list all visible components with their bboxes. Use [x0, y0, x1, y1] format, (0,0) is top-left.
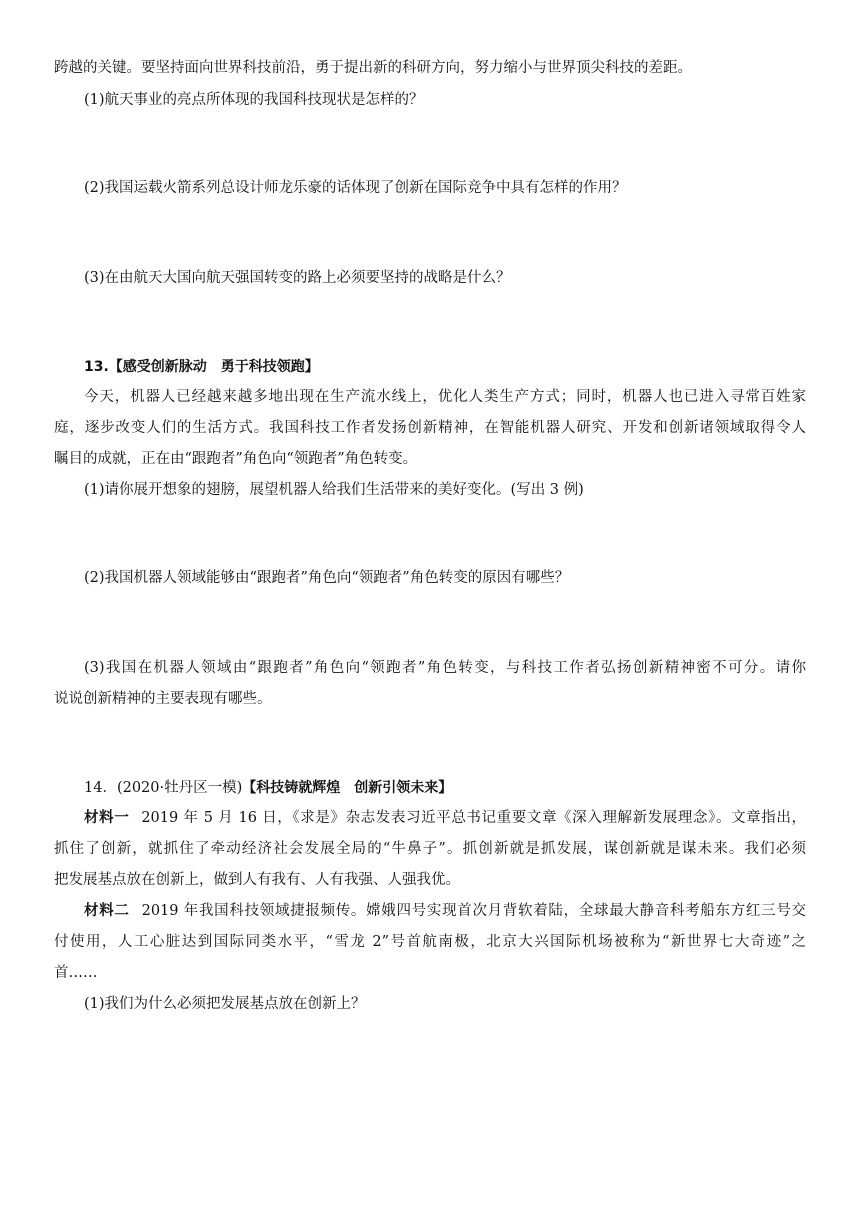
- q14-title: [84, 778, 452, 798]
- q12-sub1: (1)航天事业的亮点所体现的我国科技现状是怎样的？: [84, 92, 424, 108]
- q13-sub2: (2)我国机器人领域能够由“跟跑者”角色向“领跑者”角色转变的原因有哪些？: [84, 570, 570, 586]
- q12-sub2: (2)我国运载火箭系列总设计师龙乐豪的话体现了创新在国际竞争中具有怎样的作用？: [84, 180, 627, 196]
- q14-material2-line: [84, 901, 806, 921]
- q14-material1-line: [84, 808, 806, 828]
- q14-sub1: (1)我们为什么必须把发展基点放在创新上？: [84, 996, 366, 1012]
- intro-line: 跨越的关键。要坚持面向世界科技前沿，勇于提出新的科研方向，努力缩小与世界顶尖科技的差距。: [54, 60, 692, 76]
- q13-para-line: 瞩目的成就，正在由“跟跑者”角色向“领跑者”角色转变。: [54, 451, 418, 467]
- q13-para-line: 今天，机器人已经越来越多地出现在生产流水线上，优化人类生产方式；同时，机器人也已进入寻常百姓家: [84, 389, 806, 405]
- q13-para-line: 庭，逐步改变人们的生活方式。我国科技工作者发扬创新精神，在智能机器人研究、开发和创新诸领域取得令人: [54, 420, 806, 436]
- q13-sub1: (1)请你展开想象的翅膀，展望机器人给我们生活带来的美好变化。(写出 3 例): [84, 482, 584, 498]
- q14-title-topic: 【科技铸就辉煌 创新引领未来】: [242, 780, 453, 796]
- q13-sub3-line: 说说创新精神的主要表现有哪些。: [54, 691, 272, 707]
- q14-material2-line: 首……: [54, 965, 98, 981]
- q12-sub3: (3)在由航天大国向航天强国转变的路上必须要坚持的战略是什么？: [84, 270, 511, 286]
- q14-material1-text: 2019 年 5 月 16 日，《求是》杂志发表习近平总书记重要文章《深入理解新发展理念》。文章指出，: [141, 810, 807, 826]
- q14-material2-text: 2019 年我国科技领域捷报频传。嫦娥四号实现首次月背软着陆，全球最大静音科考船东方红三号交: [141, 903, 807, 919]
- q14-material1-label: 材料一: [84, 810, 130, 826]
- q14-material1-line: 把发展基点放在创新上，做到人有我有、人有我强、人强我优。: [54, 872, 460, 888]
- q13-sub3-line: (3)我国在机器人领域由“跟跑者”角色向“领跑者”角色转变，与科技工作者弘扬创新精神密不可分。请你: [84, 660, 806, 676]
- q14-material2-line: 付使用，人工心脏达到国际同类水平，“雪龙 2”号首航南极，北京大兴国际机场被称为“新世界七大奇迹”之: [54, 934, 806, 950]
- q14-material2-label: 材料二: [84, 903, 130, 919]
- q14-title-prefix: 14．(2020·牡丹区一模): [84, 780, 243, 796]
- q13-title: 13.【感受创新脉动 勇于科技领跑】: [84, 359, 319, 375]
- q14-material1-line: 抓住了创新，就抓住了牵动经济社会发展全局的“牛鼻子”。抓创新就是抓发展，谋创新就是谋未来。我们必须: [54, 841, 806, 857]
